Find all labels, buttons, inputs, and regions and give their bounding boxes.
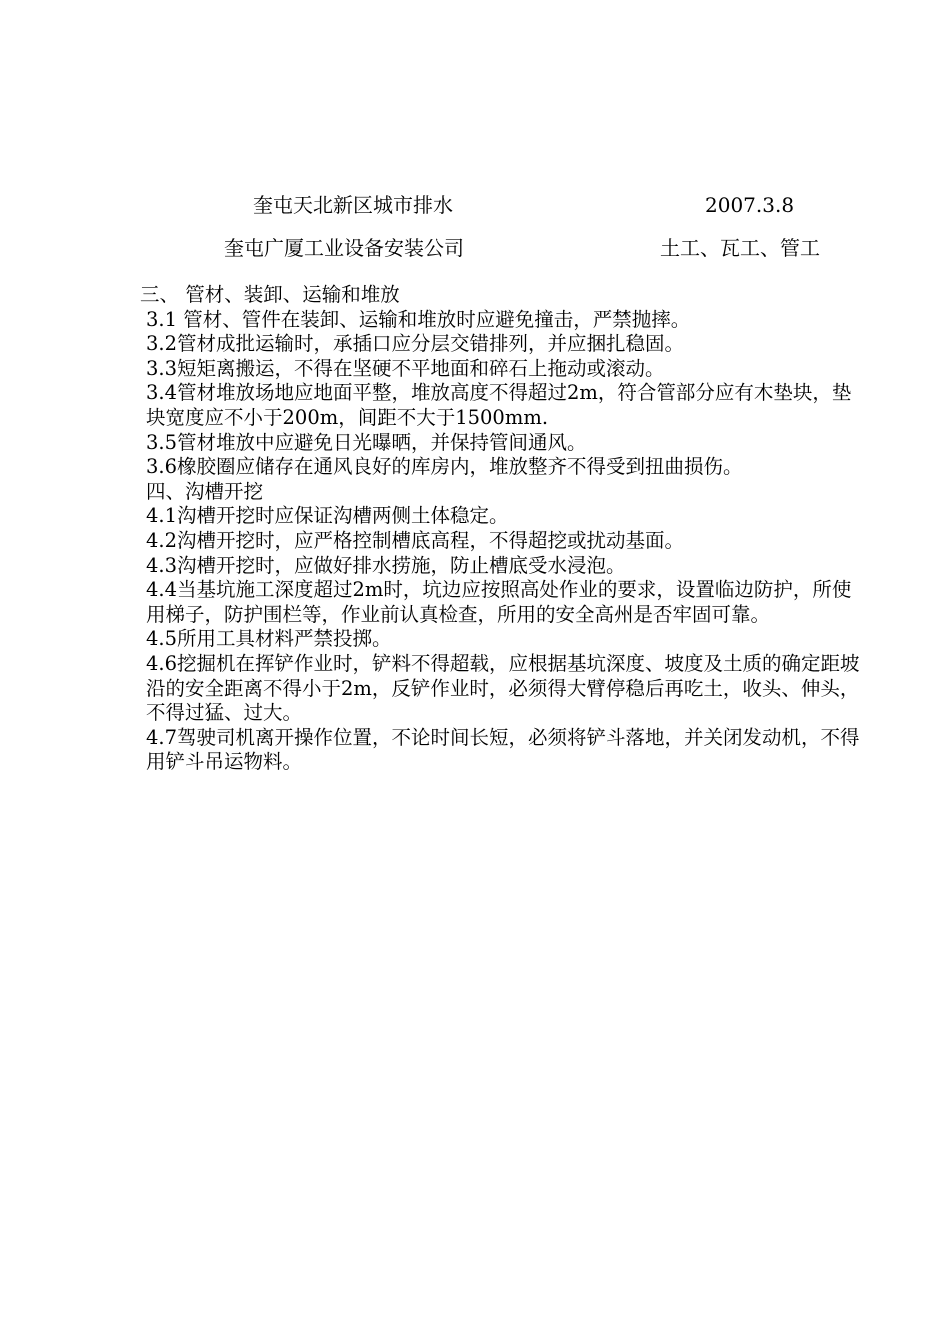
clause-4-1: 4.1沟槽开挖时应保证沟槽两侧土体稳定。 [146,504,509,528]
clause-4-6: 4.6挖掘机在挥铲作业时，铲料不得超载，应根据基坑深度、坡度及土质的确定距坡沿的安全距离不得小于2m，反铲作业时，必须得大臂停稳后再吃土，收头、伸头，不得过猛、过大。 [146,651,860,725]
section-3-heading: 三、 管材、装卸、运输和堆放 [140,283,400,306]
company-name: 奎屯广厦工业设备安装公司 [224,236,464,260]
section-4-heading: 四、沟槽开挖 [146,479,264,503]
clause-4-7: 4.7驾驶司机离开操作位置，不论时间长短，必须将铲斗落地，并关闭发动机，不得用铲斗吊运物料。 [146,725,860,774]
clause-4-3: 4.3沟槽开挖时，应做好排水捞施，防止槽底受水浸泡。 [146,553,626,577]
clause-4-2: 4.2沟槽开挖时，应严格控制槽底高程，不得超挖或扰动基面。 [146,528,685,552]
clause-3-2: 3.2管材成批运输时，承插口应分层交错排列，并应捆扎稳固。 [146,332,685,356]
clause-4-4: 4.4当基坑施工深度超过2m时，坑边应按照高处作业的要求，设置临边防护，所使用梯子，防护围栏等，作业前认真检查，所用的安全高州是否牢固可靠。 [146,578,852,626]
clause-3-4: 3.4管材堆放场地应地面平整，堆放高度不得超过2m，符合管部分应有木垫块，垫块宽度应不小于200m，间距不大于1500mm. [146,381,852,429]
clause-3-1: 3.1 管材、管件在装卸、运输和堆放时应避免撞击，严禁抛摔。 [146,307,691,331]
project-name: 奎屯天北新区城市排水 [253,193,453,217]
clause-3-3: 3.3短矩离搬运，不得在坚硬不平地面和碎石上拖动或滚动。 [146,356,665,380]
document-body [140,283,870,775]
clause-4-5: 4.5所用工具材料严禁投掷。 [146,627,392,651]
clause-3-6: 3.6橡胶圈应储存在通风良好的库房内，堆放整齐不得受到扭曲损伤。 [146,455,743,479]
document-date: 2007.3.8 [705,193,795,217]
clause-3-5: 3.5管材堆放中应避免日光曝晒，并保持管间通风。 [146,430,587,454]
trade-list: 土工、瓦工、管工 [660,236,820,260]
